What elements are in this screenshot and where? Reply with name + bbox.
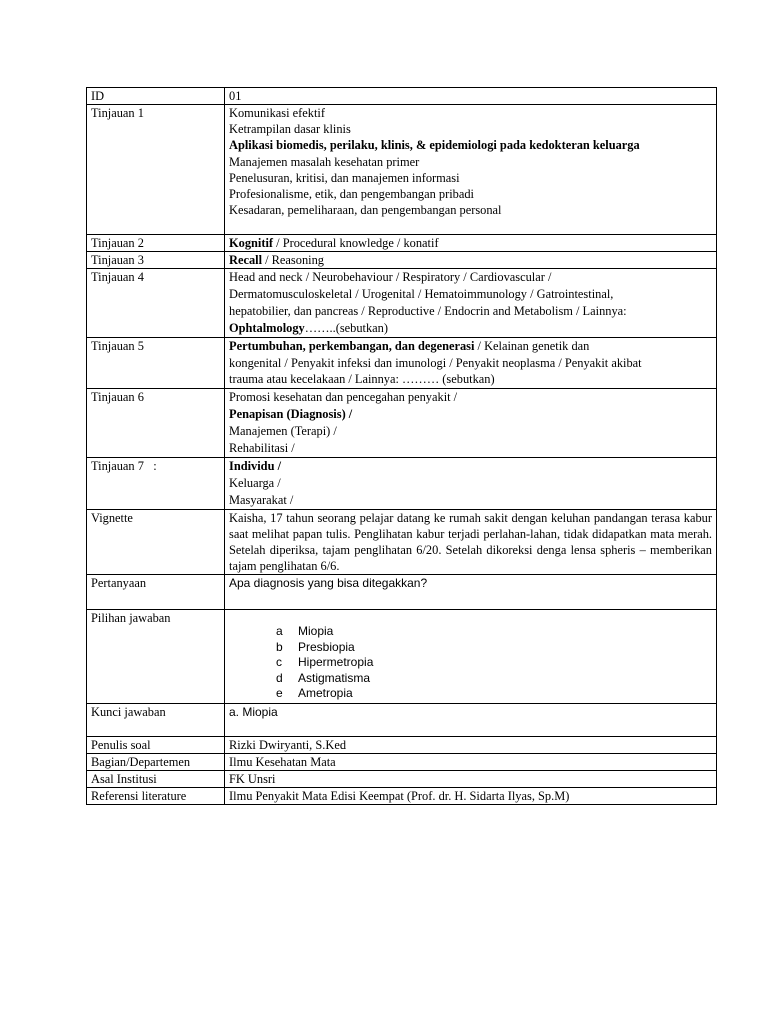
pilihan-jawaban-label: Pilihan jawaban [87,610,225,704]
row-pertanyaan [87,575,717,610]
tinjauan-1-item: Ketrampilan dasar klinis [229,122,351,137]
bagian-departemen-value: Ilmu Kesehatan Mata [225,754,717,771]
tinjauan-3-value [225,252,717,269]
tinjauan-7-selected: Individu [229,459,275,473]
tinjauan-1-item-selected: Aplikasi biomedis, perilaku, klinis, & epidemiologi pada kedokteran keluarga [229,138,640,153]
row-pilihan-jawaban [87,610,717,704]
row-tinjauan-5 [87,338,717,389]
option-letter: c [276,655,282,669]
answer-options-list [229,610,712,702]
row-penulis-soal [87,737,717,754]
tinjauan-6-line: Rehabilitasi / [229,441,295,455]
row-kunci-jawaban [87,704,717,737]
tinjauan-5-label: Tinjauan 5 [87,338,225,389]
answer-option [276,686,712,702]
tinjauan-4-line: Dermatomusculoskeletal / Urogenital / Hematoimmunology / Gatrointestinal, [229,287,614,301]
answer-option [276,640,712,656]
penulis-soal-value: Rizki Dwiryanti, S.Ked [225,737,717,754]
option-text: Presbiopia [298,639,355,654]
tinjauan-6-label: Tinjauan 6 [87,389,225,458]
row-bagian-departemen [87,754,717,771]
tinjauan-4-line: Head and neck / Neurobehaviour / Respiratory / Cardiovascular / [229,270,552,284]
tinjauan-6-line: Manajemen (Terapi) / [229,424,337,438]
option-text: Hipermetropia [298,655,374,669]
option-letter: b [276,639,283,654]
tinjauan-1-item: Penelusuran, kritisi, dan manajemen informasi [229,170,460,185]
row-id [87,88,717,105]
vignette-text: Kaisha, 17 tahun seorang pelajar datang ke rumah sakit dengan keluhan pandangan terasa kabur saat melihat papan tulis. Penglihatan kabur terjadi perlahan-lahan, tidak didapatkan mata merah. Setelah diperiksa, tajam penglihatan 6/20. Setelah dikoreksi denga lensa spheris – memberikan tajam penglihatan 6/6. [225,510,717,575]
tinjauan-1-item: Kesadaran, pemeliharaan, dan pengembangan personal [229,203,502,218]
bagian-departemen-label: Bagian/Departemen [87,754,225,771]
option-letter: d [276,670,283,685]
tinjauan-7-line: Masyarakat / [229,493,294,507]
tinjauan-1-item: Profesionalisme, etik, dan pengembangan pribadi [229,187,474,202]
tinjauan-1-label: Tinjauan 1 [87,105,225,235]
tinjauan-6-line: Promosi kesehatan dan pencegahan penyakit / [229,390,458,404]
option-letter: e [276,686,283,700]
pertanyaan-label: Pertanyaan [87,575,225,610]
tinjauan-2-label: Tinjauan 2 [87,235,225,252]
tinjauan-6-value [225,389,717,458]
tinjauan-4-selected: Ophtalmology [229,321,305,335]
referensi-literature-label: Referensi literature [87,788,225,805]
tinjauan-4-label: Tinjauan 4 [87,269,225,338]
tinjauan-1-item: Komunikasi efektif [229,106,326,120]
tinjauan-7-line: Keluarga / [229,476,281,490]
tinjauan-5-value [225,338,717,389]
tinjauan-4-rest: ……..(sebutkan) [304,321,389,335]
tinjauan-2-rest: / Procedural knowledge / konatif [273,236,439,250]
question-form-table [86,87,717,805]
kunci-jawaban-value: a. Miopia [225,704,717,737]
row-tinjauan-1 [87,105,717,235]
option-text: Miopia [298,624,334,638]
answer-option [276,671,712,687]
tinjauan-4-value [225,269,717,338]
option-text: Ametropia [298,686,353,700]
tinjauan-3-rest: / Reasoning [262,253,324,267]
option-letter: a [276,624,283,638]
row-tinjauan-4 [87,269,717,338]
tinjauan-3-selected: Recall [229,253,263,267]
tinjauan-5-rest: / Kelainan genetik dan [474,339,590,353]
tinjauan-6-selected: Penapisan (Diagnosis) [229,407,346,421]
tinjauan-2-value [225,235,717,252]
kunci-jawaban-label: Kunci jawaban [87,704,225,737]
id-value: 01 [225,88,717,105]
tinjauan-5-selected: Pertumbuhan, perkembangan, dan degenerasi [229,339,475,353]
pilihan-jawaban-value [225,610,717,704]
tinjauan-3-label: Tinjauan 3 [87,252,225,269]
tinjauan-1-item: Manajemen masalah kesehatan primer [229,154,420,169]
row-tinjauan-6 [87,389,717,458]
tinjauan-5-line: trauma atau kecelakaan / Lainnya: ……… (sebutkan) [229,372,495,386]
penulis-soal-label: Penulis soal [87,737,225,754]
row-vignette [87,510,717,575]
vignette-label: Vignette [87,510,225,575]
answer-option [276,624,712,640]
option-text: Astigmatisma [298,670,371,685]
answer-option [276,655,712,671]
tinjauan-1-value [225,105,717,235]
tinjauan-7-selected-slash: / [274,459,282,473]
asal-institusi-label: Asal Institusi [87,771,225,788]
tinjauan-4-line: hepatobilier, dan pancreas / Reproductive / Endocrin and Metabolism / Lainnya: [229,304,627,318]
tinjauan-2-selected: Kognitif [229,236,274,250]
referensi-literature-value: Ilmu Penyakit Mata Edisi Keempat (Prof. dr. H. Sidarta Ilyas, Sp.M) [225,788,717,805]
tinjauan-6-selected-slash: / [345,407,353,421]
row-referensi-literature [87,788,717,805]
row-asal-institusi [87,771,717,788]
row-tinjauan-3 [87,252,717,269]
row-tinjauan-2 [87,235,717,252]
tinjauan-7-label: Tinjauan 7 : [87,458,225,510]
pertanyaan-text: Apa diagnosis yang bisa ditegakkan? [225,575,717,610]
tinjauan-7-value [225,458,717,510]
id-label: ID [87,88,225,105]
tinjauan-5-line: kongenital / Penyakit infeksi dan imunologi / Penyakit neoplasma / Penyakit akibat [229,355,642,370]
row-tinjauan-7 [87,458,717,510]
asal-institusi-value: FK Unsri [225,771,717,788]
